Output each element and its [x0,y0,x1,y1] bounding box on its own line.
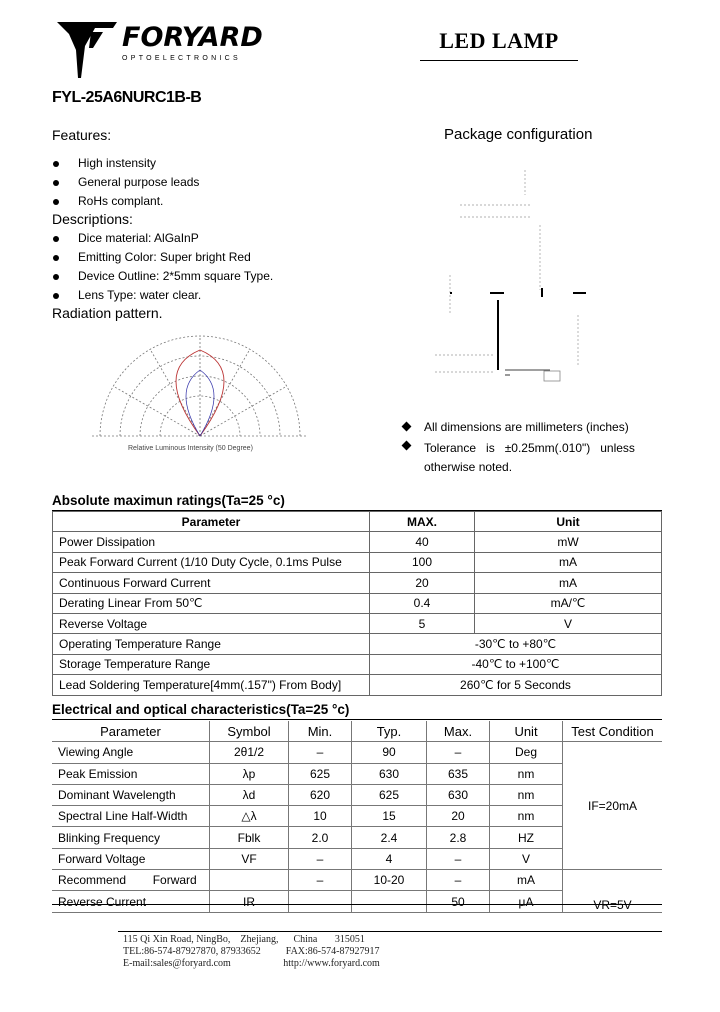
column-header: Test Condition [563,721,663,742]
radiation-pattern-diagram [92,330,310,460]
table-cell: V [475,613,662,633]
note-tolerance-line: Tolerance is ±0.25mm(.010") unless [424,441,635,455]
column-header: Unit [475,512,662,532]
table-cell: Power Dissipation [53,532,370,552]
table-cell: 10-20 [352,870,427,891]
table-cell: 50 [427,891,490,912]
test-condition-vr [563,870,663,913]
table-cell: nm [490,784,563,805]
abs-max-table [52,511,662,696]
features-heading: Features: [52,127,112,143]
table-cell: mA [490,870,563,891]
table-cell: mA [475,552,662,572]
part-number: FYL-25A6NURC1B-B [52,89,202,106]
table-cell: Continuous Forward Current [53,573,370,593]
bullet-icon [53,293,59,299]
package-drawing [430,165,600,385]
eo-table [52,721,662,913]
foryard-logo-icon [55,20,121,80]
divider [52,904,662,905]
table-cell: – [427,848,490,869]
table-cell: Storage Temperature Range [53,654,370,674]
column-header: Min. [289,721,352,742]
table-header-row [53,512,662,532]
table-row [52,870,662,891]
table-cell: △λ [210,806,289,827]
table-cell: Derating Linear From 50℃ [53,593,370,613]
footer-address: 115 Qi Xin Road, NingBo, Zhejiang, China 315051 [123,934,365,945]
table-cell: 625 [352,784,427,805]
table-row [53,532,662,552]
table-cell: IR [210,891,289,912]
table-cell: 90 [352,742,427,763]
document-title: LED LAMP [439,28,559,53]
table-header-row [52,721,662,742]
table-cell: nm [490,806,563,827]
diamond-bullet-icon [402,422,412,432]
table-cell: -30℃ to +80℃ [370,634,662,654]
divider [52,719,662,720]
bullet-icon [53,180,59,186]
table-row [53,675,662,695]
table-cell: nm [490,763,563,784]
descriptions-heading: Descriptions: [52,211,133,227]
table-cell: Peak Emission [52,763,210,784]
table-cell: HZ [490,827,563,848]
eo-heading: Electrical and optical characteristics(Ta=25 °c) [52,702,350,717]
note-tolerance [424,439,654,477]
table-cell: Reverse Voltage [53,613,370,633]
bullet-icon [53,274,59,280]
table-row [53,573,662,593]
brand-name: FORYARD [122,22,263,53]
table-row [53,613,662,633]
column-header: Symbol [210,721,289,742]
table-cell: Reverse Current [52,891,210,912]
table-cell: 0.4 [370,593,475,613]
abs-max-heading: Absolute maximun ratings(Ta=25 °c) [52,493,285,508]
table-cell: Deg [490,742,563,763]
table-cell: – [427,870,490,891]
table-cell: Lead Soldering Temperature[4mm(.157") From Body] [53,675,370,695]
brand-subtitle: OPTOELECTRONICS [122,55,241,62]
table-cell: 625 [289,763,352,784]
table-cell [352,891,427,912]
table-cell: -40℃ to +100℃ [370,654,662,674]
table-cell: μA [490,891,563,912]
column-header: Typ. [352,721,427,742]
table-cell: Operating Temperature Range [53,634,370,654]
table-cell: Blinking Frequency [52,827,210,848]
table-cell: Spectral Line Half-Width [52,806,210,827]
note-tolerance-line: otherwise noted. [424,460,513,474]
table-cell: 620 [289,784,352,805]
title-underline [420,60,578,61]
footer-divider [118,931,662,932]
table-cell: Viewing Angle [52,742,210,763]
bullet-icon [53,199,59,205]
table-cell: – [289,870,352,891]
table-cell: Peak Forward Current (1/10 Duty Cycle, 0.1ms Pulse [53,552,370,572]
table-cell: 260℃ for 5 Seconds [370,675,662,695]
table-cell: 2.0 [289,827,352,848]
column-header: MAX. [370,512,475,532]
column-header: Parameter [53,512,370,532]
table-cell: mA [475,573,662,593]
table-cell: Recommend Forward [52,870,210,891]
table-cell [210,870,289,891]
table-cell: 10 [289,806,352,827]
table-cell: mA/℃ [475,593,662,613]
table-row [53,634,662,654]
table-row [53,593,662,613]
table-cell: 4 [352,848,427,869]
table-cell: λd [210,784,289,805]
table-cell: 20 [370,573,475,593]
bullet-icon [53,161,59,167]
table-cell: 5 [370,613,475,633]
table-cell: 630 [427,784,490,805]
table-cell: 40 [370,532,475,552]
diamond-bullet-icon [402,441,412,451]
test-condition-vr-text: VR=5V [593,897,632,912]
bullet-icon [53,255,59,261]
table-cell: – [427,742,490,763]
radiation-caption: Relative Luminous Intensity (50 Degree) [128,445,253,452]
column-header: Max. [427,721,490,742]
table-cell: 15 [352,806,427,827]
table-cell: 100 [370,552,475,572]
radiation-heading: Radiation pattern. [52,305,163,321]
table-cell: λp [210,763,289,784]
note-dimensions: All dimensions are millimeters (inches) [424,420,629,434]
table-cell: Forward Voltage [52,848,210,869]
table-cell: Fblk [210,827,289,848]
column-header: Unit [490,721,563,742]
test-condition-if: IF=20mA [563,742,663,870]
table-cell [289,891,352,912]
table-cell: 2.4 [352,827,427,848]
table-cell: VF [210,848,289,869]
table-cell: – [289,848,352,869]
table-cell: 20 [427,806,490,827]
table-row [52,742,662,763]
table-cell: 630 [352,763,427,784]
table-row [53,552,662,572]
footer-phone: TEL:86-574-87927870, 87933652 FAX:86-574-87927917 [123,946,380,957]
table-cell: Dominant Wavelength [52,784,210,805]
table-cell: mW [475,532,662,552]
table-cell: 635 [427,763,490,784]
footer-contact [123,934,380,970]
table-cell: 2θ1/2 [210,742,289,763]
column-header: Parameter [52,721,210,742]
bullet-icon [53,236,59,242]
table-cell: 2.8 [427,827,490,848]
table-cell: V [490,848,563,869]
package-heading: Package configuration [444,126,593,143]
table-cell: – [289,742,352,763]
table-row [53,654,662,674]
footer-email: E-mail:sales@foryard.com http://www.foryard.com [123,958,380,969]
